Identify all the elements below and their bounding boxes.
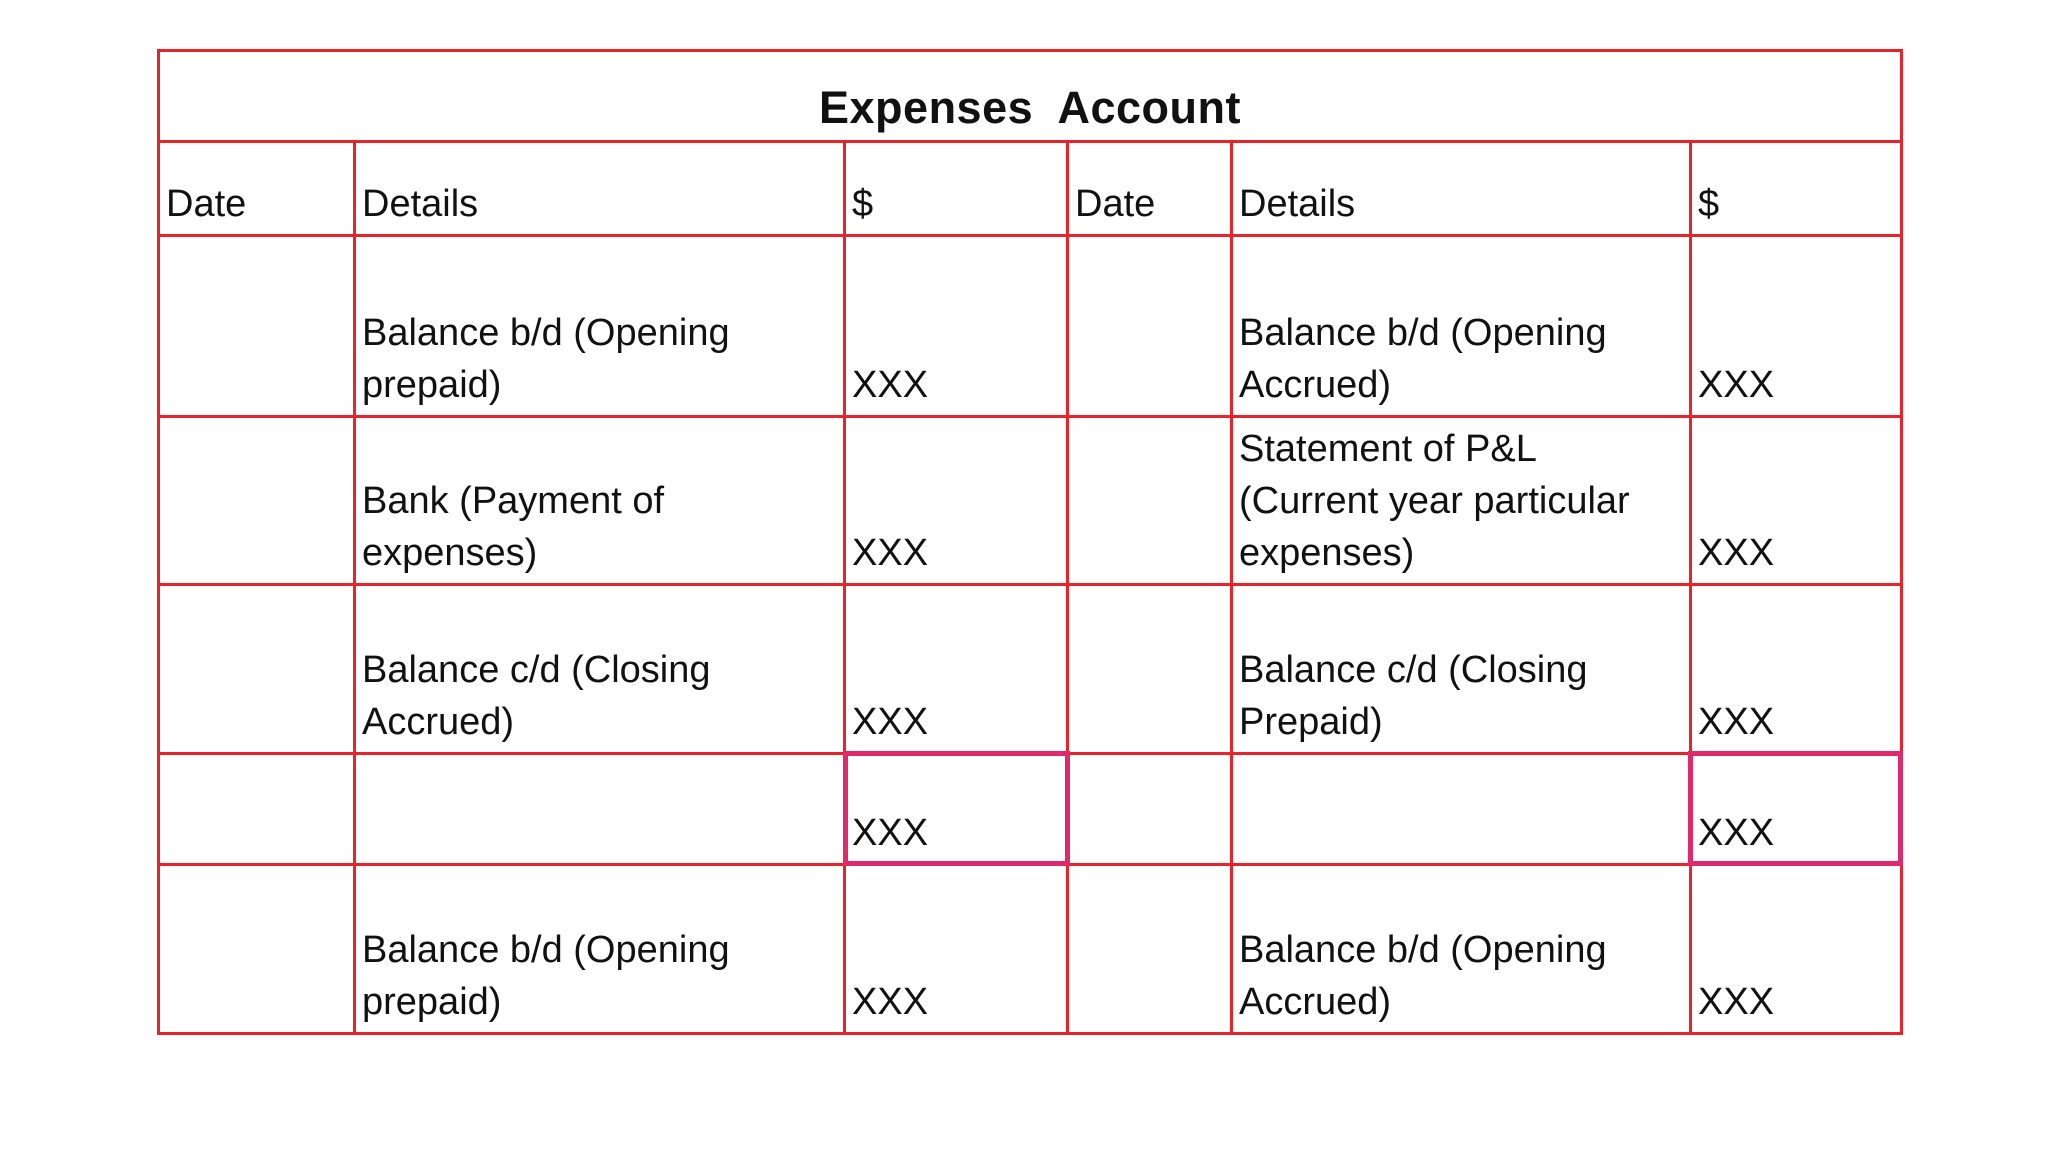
header-details-left: Details	[362, 183, 479, 225]
left-details-cell: Balance c/d (Closing Accrued)	[362, 649, 711, 743]
title-row	[160, 52, 1900, 143]
header-amount-right: $	[1698, 183, 1720, 225]
left-amount-cell: XXX	[852, 364, 929, 406]
header-amount-left: $	[852, 183, 874, 225]
ledger-title: Expenses Account	[819, 82, 1241, 133]
header-date-left: Date	[166, 183, 247, 225]
right-amount-cell: XXX	[1698, 532, 1775, 574]
right-details-cell: Balance c/d (Closing Prepaid)	[1239, 649, 1588, 743]
header-details-right: Details	[1239, 183, 1356, 225]
left-amount-cell: XXX	[852, 701, 929, 743]
left-details-cell: Balance b/d (Opening prepaid)	[362, 312, 730, 406]
right-total-amount-cell: XXX	[1698, 812, 1775, 854]
right-details-cell: Balance b/d (Opening Accrued)	[1239, 312, 1607, 406]
right-amount-cell: XXX	[1698, 981, 1775, 1023]
left-total-highlight	[843, 751, 1070, 866]
left-total-amount-cell: XXX	[852, 812, 929, 854]
left-details-cell: Bank (Payment of expenses)	[362, 480, 665, 574]
right-total-highlight	[1688, 751, 1903, 866]
left-amount-cell: XXX	[852, 532, 929, 574]
right-amount-cell: XXX	[1698, 701, 1775, 743]
right-amount-cell: XXX	[1698, 364, 1775, 406]
header-date-right: Date	[1075, 183, 1156, 225]
column-divider	[1066, 143, 1069, 1032]
expenses-account-ledger	[157, 49, 1903, 1035]
left-details-cell	[356, 755, 843, 863]
right-details-cell: Balance b/d (Opening Accrued)	[1239, 929, 1607, 1023]
left-details-cell: Balance b/d (Opening prepaid)	[362, 929, 730, 1023]
right-details-cell	[1233, 755, 1689, 863]
left-amount-cell: XXX	[852, 981, 929, 1023]
right-details-cell: Statement of P&L (Current year particular expenses)	[1239, 428, 1630, 574]
